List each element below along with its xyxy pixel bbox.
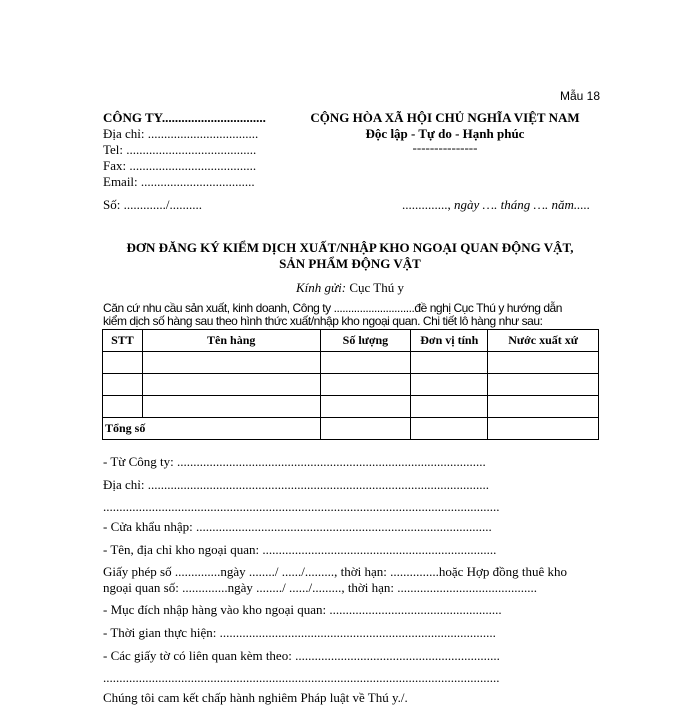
table-row xyxy=(103,352,599,374)
table-total-row xyxy=(103,418,599,440)
intro-line1: Căn cứ nhu cầu sản xuất, kinh doanh, Công ty ............................đề nghị Cục Thú y hướng dẫn xyxy=(103,301,562,315)
company-name-line: CÔNG TY................................ xyxy=(103,110,266,125)
form-title-line1: ĐƠN ĐĂNG KÝ KIỂM DỊCH XUẤT/NHẬP KHO NGOẠI QUAN ĐỘNG VẬT, xyxy=(126,240,574,255)
motto-underline: --------------- xyxy=(412,140,478,155)
form-code: Mẫu 18 xyxy=(560,89,601,103)
col-header-stt: STT xyxy=(103,330,143,352)
table-row xyxy=(103,374,599,396)
col-header-goods-name: Tên hàng xyxy=(142,330,320,352)
company-fax-line: Fax: ....................................... xyxy=(103,158,257,173)
company-email-line: Email: ................................... xyxy=(103,174,255,189)
addressee-name: Cục Thú y xyxy=(346,280,404,295)
bonded-warehouse-line: - Tên, địa chỉ kho ngoại quan: ........................................................................ xyxy=(103,542,497,557)
intro-line2: kiểm dịch số hàng sau theo hình thức xuất/nhập kho ngoại quan. Chi tiết lô hàng như sau: xyxy=(103,314,543,328)
attached-documents-continued: .......................................................................................................................... xyxy=(103,670,500,685)
place-placeholder: .............., xyxy=(402,197,451,212)
import-purpose-line: - Mục đích nhập hàng vào kho ngoại quan: ..................................................... xyxy=(103,602,502,617)
goods-table xyxy=(102,329,599,440)
form-title-line2: SẢN PHẨM ĐỘNG VẬT xyxy=(279,256,421,271)
table-header-row xyxy=(103,330,599,352)
exporter-address-line: Địa chỉ: ......................................................................................................... xyxy=(103,477,490,492)
col-header-origin-country: Nước xuất xứ xyxy=(488,330,599,352)
table-row xyxy=(103,396,599,418)
place-date-line xyxy=(402,197,590,213)
addressee-line xyxy=(0,280,700,296)
from-company-line: - Từ Công ty: ............................................................................................... xyxy=(103,454,486,469)
country-name: CỘNG HÒA XÃ HỘI CHỦ NGHĨA VIỆT NAM xyxy=(310,110,580,125)
addressee-label: Kính gửi: xyxy=(296,280,347,295)
exporter-address-continued: .......................................................................................................................... xyxy=(103,499,500,514)
national-motto: Độc lập - Tự do - Hạnh phúc xyxy=(365,126,525,141)
col-header-unit: Đơn vị tính xyxy=(411,330,488,352)
execution-time-line: - Thời gian thực hiện: ..................................................................................... xyxy=(103,625,496,640)
commitment-statement: Chúng tôi cam kết chấp hành nghiêm Pháp luật về Thú y./. xyxy=(103,690,408,705)
company-tel-line: Tel: ........................................ xyxy=(103,142,257,157)
attached-documents-line: - Các giấy tờ có liên quan kèm theo: ............................................................... xyxy=(103,648,500,663)
document-number-line: Số: ............./.......... xyxy=(103,197,202,212)
company-address-line: Địa chỉ: .................................. xyxy=(103,126,259,141)
border-gate-line: - Cửa khẩu nhập: ........................................................................................... xyxy=(103,519,492,534)
col-header-quantity: Số lượng xyxy=(320,330,411,352)
license-line1: Giấy phép số ..............ngày ......../ ....../........., thời hạn: ...............hoặc Hợp đồng thuê kho xyxy=(103,564,568,579)
license-line2: ngoại quan số: ..............ngày ......../ ....../........., thời hạn: ........................................... xyxy=(103,580,538,595)
date-placeholder: ngày …. tháng …. năm..... xyxy=(450,197,591,212)
total-label: Tổng số xyxy=(103,418,321,440)
